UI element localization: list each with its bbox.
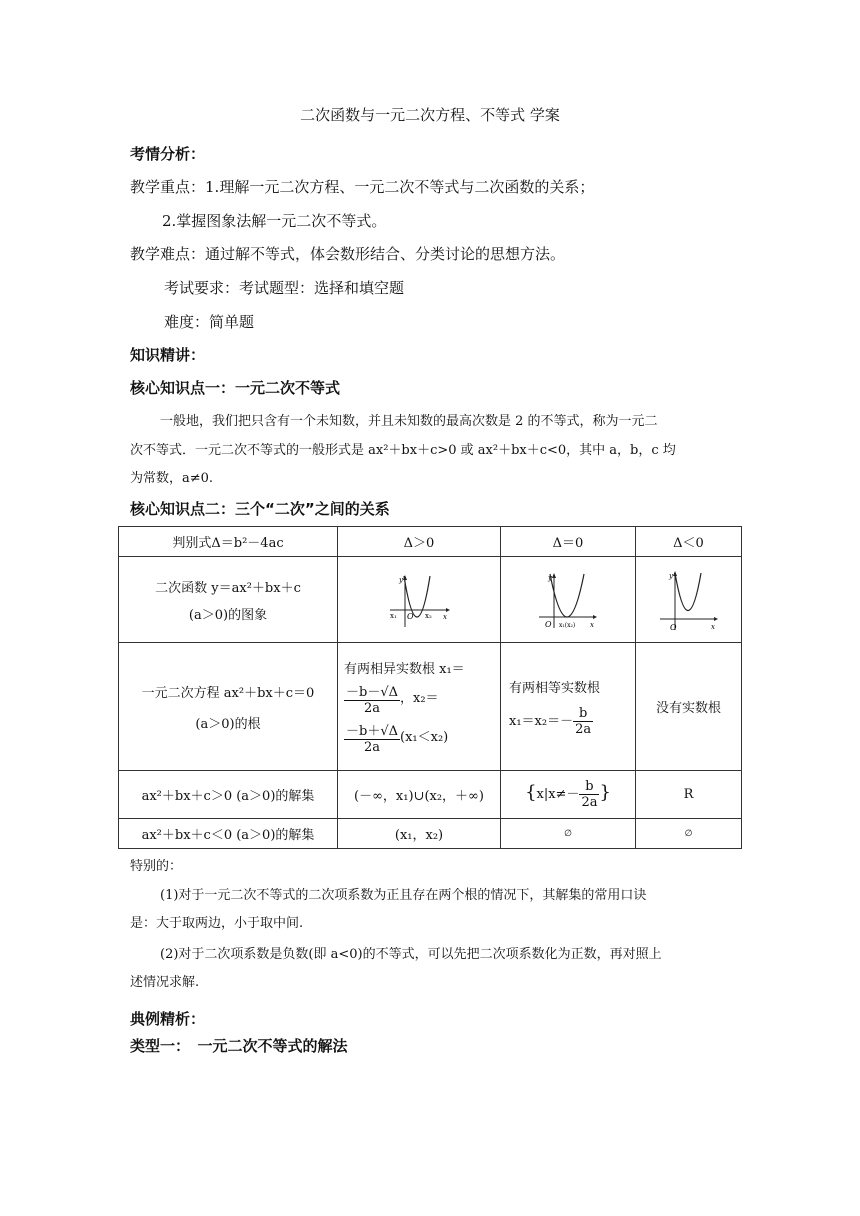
section-heading-knowledge: 知识精讲：	[130, 346, 206, 364]
exam-requirement: 考试要求：考试题型：选择和填空题	[164, 279, 405, 297]
root-x2-fraction	[344, 720, 400, 755]
graph3-origin-label: O	[669, 622, 677, 632]
greater-double-root	[501, 771, 636, 819]
greater-no-root: R	[636, 771, 742, 819]
parabola-no-root-graph	[658, 568, 720, 632]
difficulty-line	[130, 243, 565, 264]
set-close-brace: }	[599, 782, 611, 803]
difficulty-text: 通过解不等式，体会数形结合、分类讨论的思想方法。	[205, 245, 566, 263]
graph2-x12-label: x₁(x₂)	[559, 621, 576, 629]
row-graph-label-line-2: (a＞0)的图象	[188, 607, 268, 623]
root-x1-denominator: 2a	[363, 701, 381, 716]
key-points-line	[130, 176, 594, 197]
kp1-text-line-3: 为常数，a≠0.	[130, 471, 214, 486]
parabola-two-roots-graph	[388, 572, 450, 628]
root-x2-prefix: ，x₂＝	[400, 691, 439, 706]
root-x1-fraction	[344, 681, 400, 716]
difficulty-level: 难度：简单题	[164, 313, 255, 331]
roots-double	[501, 643, 636, 771]
roots-double-prefix: x₁＝x₂＝－	[509, 713, 574, 729]
graph1-y-label: y	[399, 575, 403, 584]
header-delta-negative: Δ＜0	[636, 527, 742, 557]
greater-double-numerator: b	[579, 779, 599, 795]
row-less-label: ax²＋bx＋c＜0 (a＞0)的解集	[119, 819, 338, 849]
example-type-1-heading: 类型一： 一元二次不等式的解法	[130, 1037, 348, 1055]
graph2-origin-label: O	[545, 619, 552, 629]
row-graph-label-line-1: 二次函数 y＝ax²＋bx＋c	[155, 580, 301, 596]
roots-two-distinct-line-3	[344, 720, 500, 755]
table-row-roots	[119, 643, 742, 771]
graph1-x1-label: x₁	[390, 611, 397, 620]
less-double-root: ∅	[501, 819, 636, 849]
kp1-text-line-2: 次不等式．一元二次不等式的一般形式是 ax²＋bx＋c>0 或 ax²＋bx＋c<0，其中 a，b，c 均	[130, 443, 676, 458]
roots-double-numerator: b	[573, 706, 593, 722]
row-graph-label	[119, 557, 338, 643]
set-open-brace: {	[525, 782, 537, 803]
key-point-1: 1.理解一元二次方程、一元二次不等式与二次函数的关系；	[205, 178, 595, 196]
three-quadratics-table	[118, 526, 742, 849]
greater-two-roots: (－∞，x₁)∪(x₂，＋∞)	[338, 771, 501, 819]
root-x2-denominator: 2a	[363, 740, 381, 755]
roots-double-line-2	[509, 706, 635, 737]
graph1-x2-label: x₂	[425, 611, 432, 620]
roots-double-line-1: 有两相等实数根	[509, 680, 601, 696]
parabola-double-root-graph	[537, 570, 599, 630]
roots-two-distinct	[338, 643, 501, 771]
section-heading-analysis: 考情分析：	[130, 145, 206, 163]
graph2-y-label: y	[548, 573, 552, 582]
graph2-x-label: x	[590, 620, 594, 629]
table-row-less	[119, 819, 742, 849]
greater-double-fraction	[579, 779, 599, 810]
table-row-greater	[119, 771, 742, 819]
graph3-x-label: x	[710, 622, 715, 631]
root-x1-numerator: －b－√Δ	[344, 681, 400, 701]
roots-double-denominator: 2a	[575, 721, 592, 737]
row-roots-label-line-1: 一元二次方程 ax²＋bx＋c＝0	[141, 685, 315, 701]
graph3-y-label: y	[668, 571, 673, 580]
note-1-line-2: 是：大于取两边，小于取中间.	[130, 916, 304, 931]
key-points-label: 教学重点：	[130, 178, 206, 196]
roots-double-fraction	[573, 706, 593, 737]
roots-two-distinct-line-2	[344, 681, 500, 716]
header-discriminant: 判别式Δ＝b²－4ac	[119, 527, 338, 557]
difficulty-label: 教学难点：	[130, 245, 206, 263]
table-row-graph	[119, 557, 742, 643]
graph1-x-label: x	[443, 612, 447, 621]
note-2-line-2: 述情况求解.	[130, 975, 200, 990]
header-delta-positive: Δ＞0	[338, 527, 501, 557]
greater-double-prefix: x|x≠－	[536, 787, 580, 802]
greater-double-denominator: 2a	[581, 795, 598, 810]
roots-none: 没有实数根	[636, 643, 742, 771]
key-point-2: 2.掌握图象法解一元二次不等式。	[162, 212, 387, 230]
knowledge-point-2-heading: 核心知识点二：三个“二次”之间的关系	[130, 500, 390, 518]
graph-double-root	[501, 557, 636, 643]
section-heading-examples: 典例精析：	[130, 1010, 206, 1028]
graph1-origin-label: O	[407, 611, 414, 621]
less-two-roots: (x₁，x₂)	[338, 819, 501, 849]
graph-two-roots	[338, 557, 501, 643]
note-1-line-1: (1)对于一元二次不等式的二次项系数为正且存在两个根的情况下，其解集的常用口诀	[160, 888, 647, 903]
row-greater-label: ax²＋bx＋c＞0 (a＞0)的解集	[119, 771, 338, 819]
notes-label: 特别的：	[130, 859, 183, 874]
less-no-root: ∅	[636, 819, 742, 849]
knowledge-point-1-heading: 核心知识点一：一元二次不等式	[130, 379, 341, 397]
table-header-row	[119, 527, 742, 557]
graph-no-root	[636, 557, 742, 643]
root-x2-numerator: －b＋√Δ	[344, 720, 400, 740]
document-title: 二次函数与一元二次方程、不等式 学案	[300, 106, 560, 124]
roots-two-distinct-line-1: 有两相异实数根 x₁＝	[344, 662, 465, 677]
root-order-note: (x₁＜x₂)	[400, 730, 449, 745]
header-delta-zero: Δ＝0	[501, 527, 636, 557]
row-roots-label-line-2: (a＞0)的根	[195, 716, 261, 732]
row-roots-label	[119, 643, 338, 771]
note-2-line-1: (2)对于二次项系数是负数(即 a<0)的不等式，可以先把二次项系数化为正数，再对照上	[160, 947, 662, 962]
kp1-text-line-1: 一般地，我们把只含有一个未知数，并且未知数的最高次数是 2 的不等式，称为一元二	[160, 414, 658, 429]
